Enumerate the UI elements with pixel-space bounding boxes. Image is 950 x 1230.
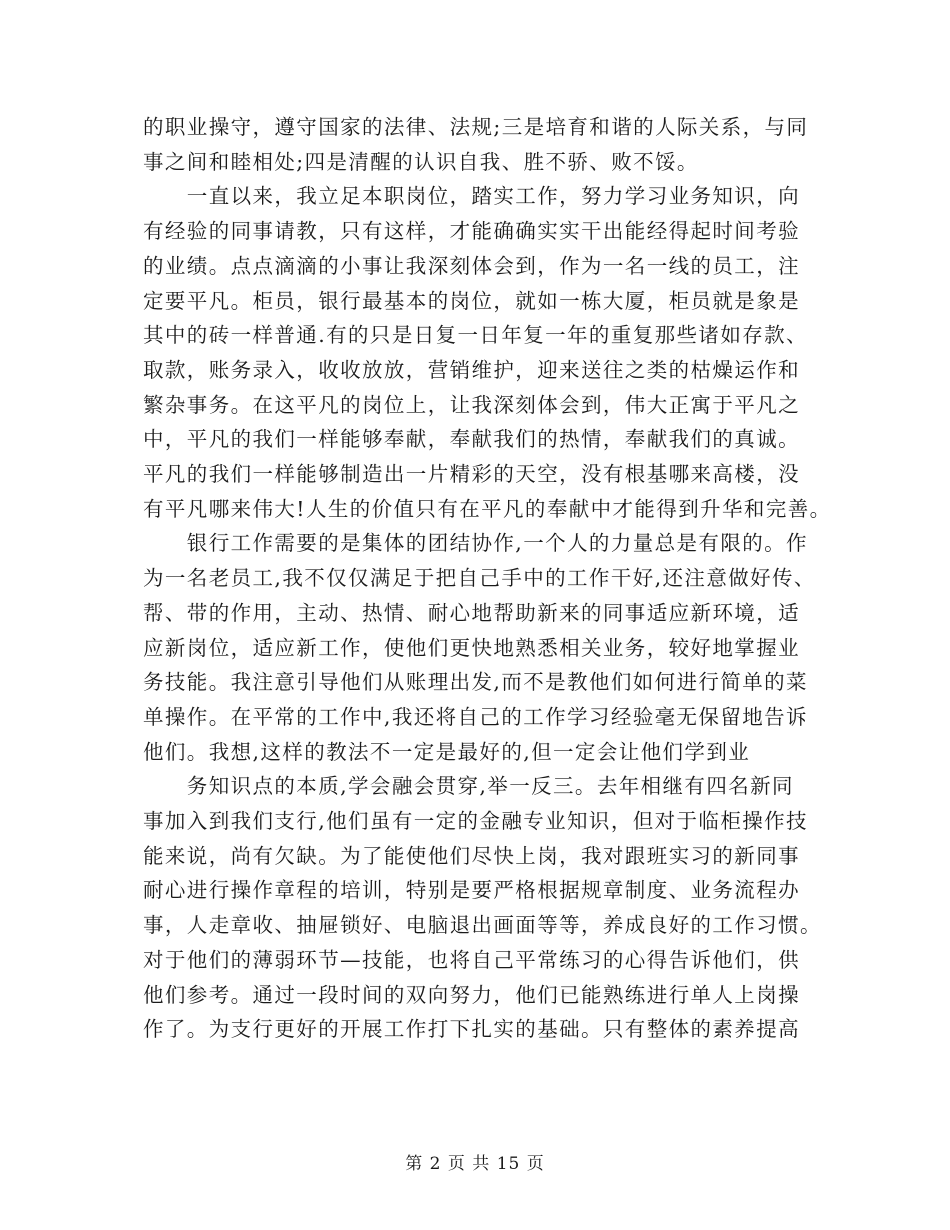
page-number-footer: 第 2 页 共 15 页 [405,1154,545,1174]
text-line: 作了。为支行更好的开展工作打下扎实的基础。只有整体的素养提高 [143,1017,800,1042]
text-line: 应新岗位，适应新工作，使他们更快地熟悉相关业务，较好地掌握业 [143,635,800,660]
text-line: 对于他们的薄弱环节—技能，也将自己平常练习的心得告诉他们，供 [143,947,800,972]
text-line: 一直以来，我立足本职岗位，踏实工作，努力学习业务知识，向 [143,184,800,209]
text-line: 其中的砖一样普通.有的只是日复一日年复一年的重复那些诸如存款、 [143,323,808,348]
text-line: 取款，账务录入，收收放放，营销维护，迎来送往之类的枯燥运作和 [143,357,800,382]
text-line: 他们。我想,这样的教法不一定是最好的,但一定会让他们学到业 [143,739,751,764]
text-line: 能来说，尚有欠缺。为了能使他们尽快上岗，我对跟班实习的新同事 [143,843,800,868]
text-line: 帮、带的作用，主动、热情、耐心地帮助新来的同事适应新环境，适 [143,600,800,625]
text-line: 务技能。我注意引导他们从账理出发,而不是教他们如何进行简单的菜 [143,670,808,695]
text-line: 平凡的我们一样能够制造出一片精彩的天空，没有根基哪来高楼，没 [143,462,800,486]
text-line: 定要平凡。柜员，银行最基本的岗位，就如一栋大厦，柜员就是象是 [143,288,800,313]
text-line: 单操作。在平常的工作中,我还将自己的工作学习经验毫无保留地告诉 [143,704,808,729]
text-line: 为一名老员工,我不仅仅满足于把自己手中的工作干好,还注意做好传、 [143,566,816,591]
text-line: 繁杂事务。在这平凡的岗位上，让我深刻体会到，伟大正寓于平凡之 [143,392,800,417]
text-line: 耐心进行操作章程的培训，特别是要严格根据规章制度、业务流程办 [143,878,800,903]
text-line: 有平凡哪来伟大!人生的价值只有在平凡的奉献中才能得到升华和完善。 [143,496,832,521]
text-line: 的业绩。点点滴滴的小事让我深刻体会到，作为一名一线的员工，注 [143,253,800,278]
text-line: 银行工作需要的是集体的团结协作,一个人的力量总是有限的。作 [143,531,808,556]
text-line: 事，人走章收、抽屉锁好、电脑退出画面等等，养成良好的工作习惯。 [143,913,822,938]
text-line: 事加入到我们支行,他们虽有一定的金融专业知识，但对于临柜操作技 [143,809,808,833]
text-line: 他们参考。通过一段时间的双向努力，他们已能熟练进行单人上岗操 [143,982,800,1007]
text-line: 中，平凡的我们一样能够奉献，奉献我们的热情，奉献我们的真诚。 [143,427,800,452]
text-line: 事之间和睦相处;四是清醒的认识自我、胜不骄、败不馁。 [143,149,699,174]
text-line: 有经验的同事请教，只有这样，才能确确实实干出能经得起时间考验 [143,219,800,244]
text-line: 务知识点的本质,学会融会贯穿,举一反三。去年相继有四名新同 [143,774,794,799]
text-line: 的职业操守，遵守国家的法律、法规;三是培育和谐的人际关系，与同 [143,115,809,139]
